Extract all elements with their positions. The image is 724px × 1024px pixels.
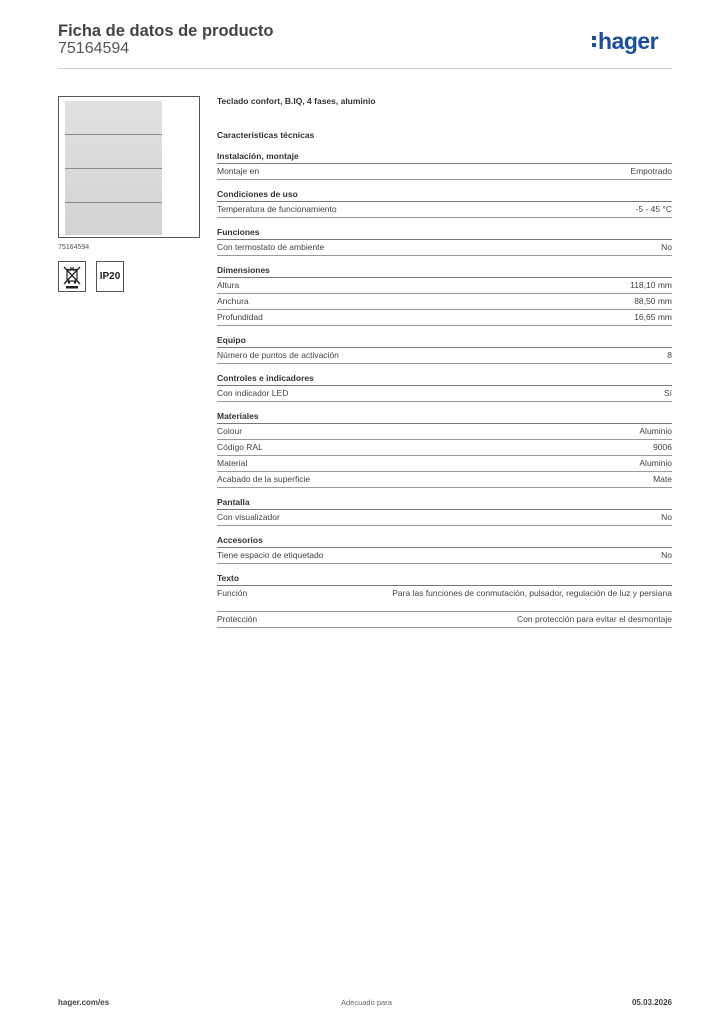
page-title: Ficha de datos de producto (58, 22, 274, 40)
spec-group-title: Dimensiones (217, 264, 672, 278)
spec-label: Acabado de la superficie (217, 474, 311, 484)
spec-row (217, 472, 672, 488)
spec-value: Aluminio (639, 426, 672, 436)
spec-label: Altura (217, 280, 240, 290)
spec-group (217, 534, 672, 564)
weee-badge (58, 261, 86, 292)
spec-row (217, 386, 672, 402)
spec-group (217, 410, 672, 488)
product-image (58, 96, 200, 238)
spec-group-title: Controles e indicadores (217, 372, 672, 386)
logo-text: hager (598, 27, 659, 54)
spec-label: Número de puntos de activación (217, 350, 339, 360)
spec-value: 8 (667, 350, 672, 360)
spec-groups (217, 150, 672, 628)
spec-label: Temperatura de funcionamiento (217, 204, 337, 214)
spec-group (217, 334, 672, 364)
spec-row (217, 294, 672, 310)
spec-row (217, 510, 672, 526)
image-caption: 75164594 (58, 244, 90, 251)
spec-value: Mate (653, 474, 672, 484)
spec-row (217, 202, 672, 218)
spec-value: Empotrado (630, 166, 672, 176)
spec-label: Con visualizador (217, 512, 280, 522)
spec-row (217, 240, 672, 256)
spec-group (217, 226, 672, 256)
spec-group-title: Funciones (217, 226, 672, 240)
spec-group-title: Texto (217, 572, 672, 586)
ip-rating-badge (96, 261, 124, 292)
specs-content (217, 96, 672, 628)
footer-date: 05.03.2026 (631, 998, 672, 1007)
spec-row (217, 456, 672, 472)
ip-rating-label: IP20 (99, 271, 121, 282)
hager-logo[interactable] (592, 28, 658, 54)
spec-group-title: Equipo (217, 334, 672, 348)
spec-label: Colour (217, 426, 243, 436)
spec-group (217, 572, 672, 628)
spec-row (217, 348, 672, 364)
spec-group (217, 188, 672, 218)
keypad-separator (65, 202, 162, 203)
spec-group-title: Pantalla (217, 496, 672, 510)
spec-value: No (661, 242, 672, 252)
spec-group-title: Instalación, montaje (217, 150, 672, 164)
spec-value: No (661, 512, 672, 522)
spec-label: Tiene espacio de etiquetado (217, 550, 324, 560)
spec-row (217, 310, 672, 326)
spec-row (217, 440, 672, 456)
spec-value: Con protección para evitar el desmontaje (517, 614, 672, 624)
spec-label: Protección (217, 614, 258, 624)
spec-value: 9006 (653, 442, 672, 452)
spec-row (217, 548, 672, 564)
spec-value: No (661, 550, 672, 560)
keypad-separator (65, 168, 162, 169)
spec-value: Aluminio (639, 458, 672, 468)
spec-group (217, 264, 672, 326)
spec-label: Montaje en (217, 166, 260, 176)
spec-group (217, 150, 672, 180)
spec-group-title: Materiales (217, 410, 672, 424)
spec-label: Anchura (217, 296, 249, 306)
crossed-out-bin-icon (59, 262, 85, 291)
keypad-panel (65, 101, 162, 235)
spec-value: Sí (663, 388, 672, 398)
spec-label: Código RAL (217, 442, 263, 452)
spec-row (217, 586, 672, 612)
spec-label: Con indicador LED (217, 388, 289, 398)
spec-label: Función (217, 588, 248, 598)
spec-label: Con termostato de ambiente (217, 242, 325, 252)
spec-group (217, 372, 672, 402)
header-divider (58, 68, 672, 69)
footer-website[interactable]: hager.com/es (58, 998, 110, 1007)
spec-row (217, 424, 672, 440)
product-number: 75164594 (58, 40, 130, 57)
spec-group (217, 496, 672, 526)
product-title: Teclado confort, B.IQ, 4 fases, aluminio (217, 96, 376, 106)
spec-value: 16,65 mm (634, 312, 672, 322)
spec-group-title: Accesorios (217, 534, 672, 548)
spec-label: Profundidad (217, 312, 263, 322)
spec-row (217, 278, 672, 294)
spec-label: Material (217, 458, 248, 468)
spec-value: -5 - 45 °C (635, 204, 672, 214)
spec-value: Para las funciones de conmutación, pulsador, regulación de luz y persiana (392, 588, 672, 598)
spec-value: 118,10 mm (630, 280, 672, 290)
section-title: Características técnicas (217, 130, 315, 140)
spec-value: 88,50 mm (634, 296, 672, 306)
keypad-separator (65, 134, 162, 135)
logo-dots-icon (592, 36, 596, 47)
spec-row (217, 164, 672, 180)
spec-group-title: Condiciones de uso (217, 188, 672, 202)
footer-suitable-for: Adecuado para (341, 998, 392, 1007)
spec-row (217, 612, 672, 628)
